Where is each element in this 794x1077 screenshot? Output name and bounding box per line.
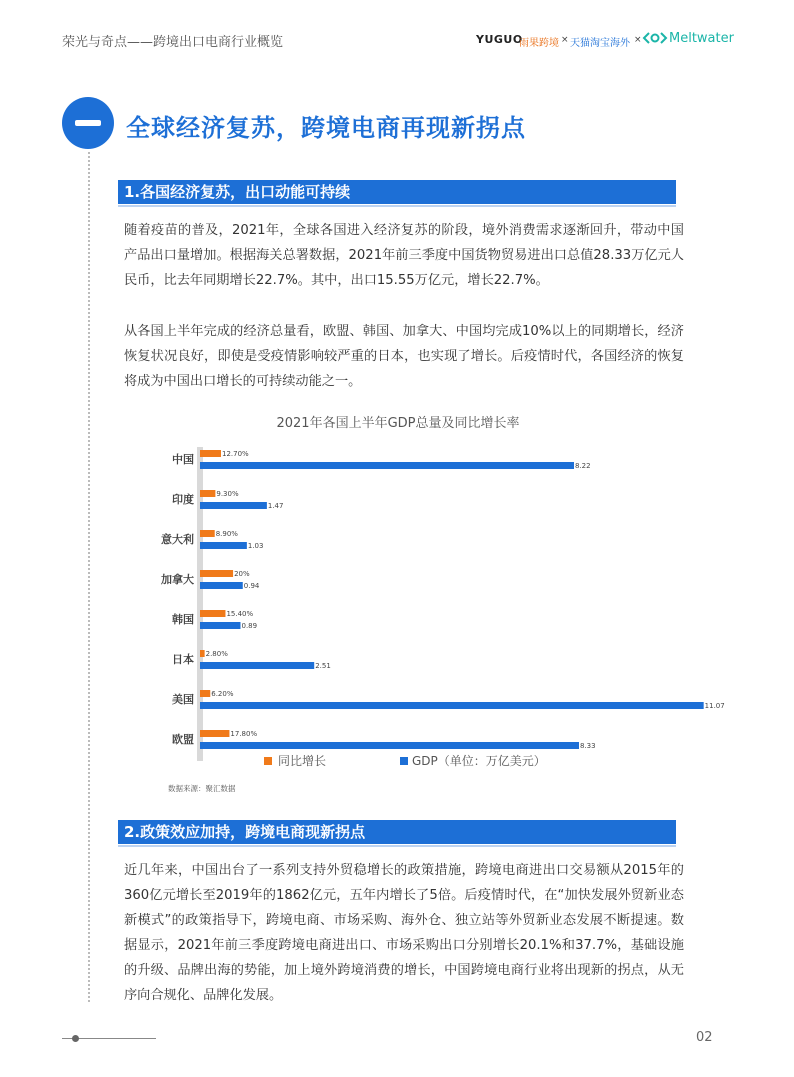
growth-bar <box>200 650 205 657</box>
category-label: 欧盟 <box>172 733 194 746</box>
growth-bar <box>200 570 233 577</box>
gdp-value-label: 0.94 <box>243 582 260 590</box>
gdp-bar <box>200 662 314 669</box>
chart-canvas <box>120 432 725 802</box>
legend-growth-swatch <box>264 757 272 765</box>
category-label: 美国 <box>172 693 194 706</box>
gdp-bar <box>200 502 267 509</box>
brand-separator: × <box>561 35 569 45</box>
page-number: 02 <box>696 1030 713 1045</box>
subsection-1-title: 1.各国经济复苏，出口动能可持续 <box>118 180 676 204</box>
gdp-value-label: 11.07 <box>704 702 725 710</box>
legend-gdp-label: GDP（单位：万亿美元） <box>412 754 546 768</box>
growth-value-label: 20% <box>234 570 250 578</box>
gdp-bar <box>200 702 704 709</box>
gdp-bar <box>200 542 247 549</box>
gdp-bar <box>200 622 240 629</box>
legend-gdp-swatch <box>400 757 408 765</box>
gdp-value-label: 1.47 <box>267 502 284 510</box>
header-title: 荣光与奇点——跨境出口电商行业概览 <box>62 35 284 50</box>
gdp-value-label: 0.89 <box>241 622 258 630</box>
chart-title: 2021年各国上半年GDP总量及同比增长率 <box>276 416 520 431</box>
growth-value-label: 17.80% <box>230 730 258 738</box>
yuguo-logo: YUGUO <box>476 33 523 46</box>
gdp-bar <box>200 742 579 749</box>
gdp-bar <box>200 582 243 589</box>
category-label: 中国 <box>172 453 194 466</box>
growth-bar <box>200 610 225 617</box>
growth-value-label: 9.30% <box>216 490 239 498</box>
growth-value-label: 6.20% <box>211 690 234 698</box>
footer-dot <box>72 1035 79 1042</box>
category-label: 意大利 <box>161 533 194 546</box>
yuguo-logo-cn: 雨果跨境 <box>519 38 559 49</box>
legend-growth-label: 同比增长 <box>278 754 327 768</box>
section-number-icon <box>62 97 114 149</box>
growth-bar <box>200 450 221 457</box>
chart-source: 数据来源：聚汇数据 <box>168 784 236 793</box>
section-title: 全球经济复苏，跨境电商再现新拐点 <box>126 114 526 142</box>
paragraph-1: 随着疫苗的普及，2021年，全球各国进入经济复苏的阶段，境外消费需求逐渐回升，带动中国产品出口量增加。根据海关总署数据，2021年前三季度中国货物贸易进出口总值28.33万亿元人民币，比去年同期增长22.7%。其中，出口15.55万亿元，增长22.7%。 <box>124 223 684 288</box>
growth-bar <box>200 530 215 537</box>
growth-value-label: 15.40% <box>226 610 254 618</box>
category-label: 印度 <box>172 493 194 506</box>
brand-separator: × <box>634 35 642 45</box>
meltwater-logo: Meltwater <box>669 31 734 46</box>
category-label: 日本 <box>172 653 194 666</box>
growth-value-label: 8.90% <box>215 530 238 538</box>
dotted-guide-line <box>88 152 90 1002</box>
subsection-2-title: 2.政策效应加持，跨境电商现新拐点 <box>118 820 676 844</box>
growth-value-label: 2.80% <box>205 650 228 658</box>
gdp-value-label: 1.03 <box>247 542 264 550</box>
paragraph-3: 近几年来，中国出台了一系列支持外贸稳增长的政策措施，跨境电商进出口交易额从2015年的360亿元增长至2019年的1862亿元，五年内增长了5倍。后疫情时代，在“加快发展外贸新业态新模式”的政策指导下，跨境电商、市场采购、海外仓、独立站等外贸新业态发展不断提速。数据显示，2021年前三季度跨境电商进出口、市场采购出口分别增长20.1%和37.7%，基础设施的升级、品牌出海的势能，加上境外跨境消费的增长，中国跨境电商行业将出现新的拐点，从无序向合规化、品牌化发展。 <box>124 863 684 1003</box>
growth-value-label: 12.70% <box>222 450 249 458</box>
growth-bar <box>200 490 215 497</box>
gdp-chart <box>120 412 725 797</box>
tmall-logo: 天猫淘宝海外 <box>570 38 630 49</box>
gdp-value-label: 2.51 <box>315 662 331 670</box>
growth-bar <box>200 690 210 697</box>
paragraph-2: 从各国上半年完成的经济总量看，欧盟、韩国、加拿大、中国均完成10%以上的同期增长，经济恢复状况良好，即使是受疫情影响较严重的日本，也实现了增长。后疫情时代，各国经济的恢复将成为中国出口增长的可持续动能之一。 <box>124 324 684 389</box>
category-label: 加拿大 <box>161 573 194 586</box>
gdp-value-label: 8.22 <box>575 462 591 470</box>
gdp-value-label: 8.33 <box>580 742 596 750</box>
meltwater-logo-icon <box>643 31 667 45</box>
gdp-bar <box>200 462 574 469</box>
growth-bar <box>200 730 229 737</box>
category-label: 韩国 <box>172 613 194 626</box>
